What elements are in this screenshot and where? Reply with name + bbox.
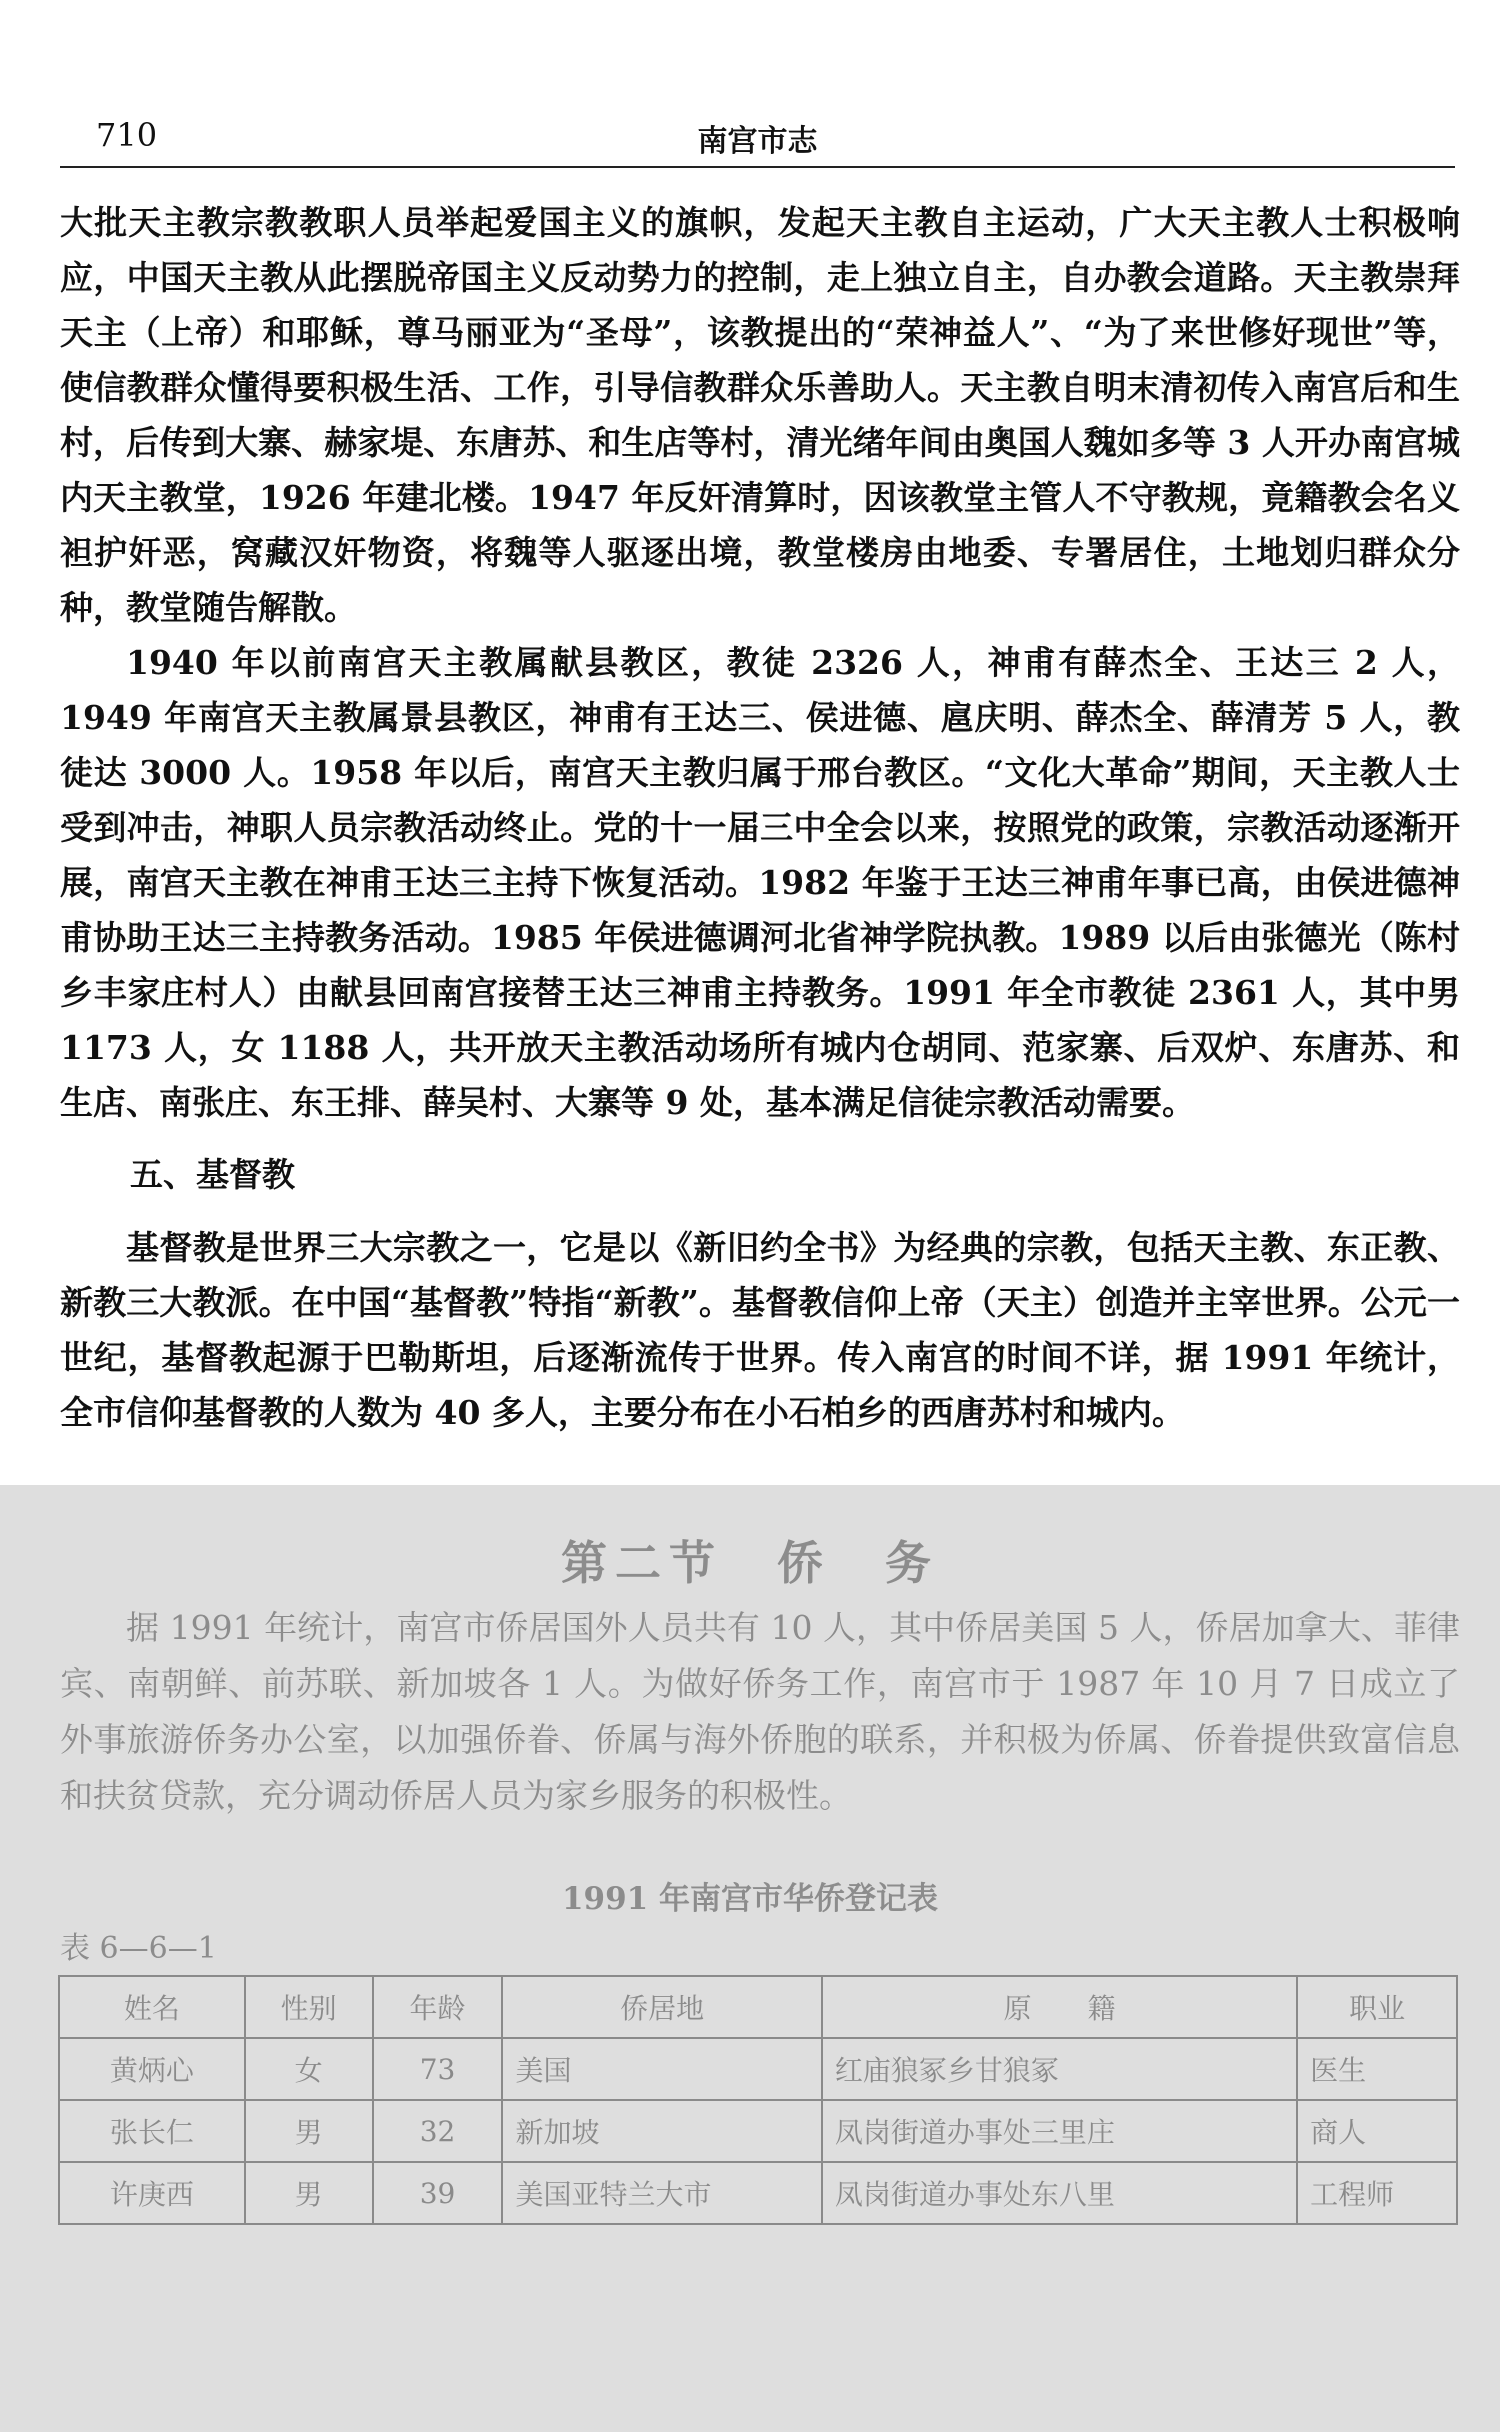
cell-name: 张长仁: [59, 2100, 245, 2162]
header-age: 年龄: [373, 1976, 503, 2038]
cell-gender: 女: [245, 2038, 373, 2100]
overseas-registry-table: [58, 1975, 1458, 2225]
header-occupation: 职业: [1297, 1976, 1457, 2038]
cell-occupation: 医生: [1297, 2038, 1457, 2100]
header-origin: 原 籍: [822, 1976, 1297, 2038]
christianity-heading: 五、基督教: [130, 1155, 295, 1194]
overseas-paragraph: 据 1991 年统计，南宫市侨居国外人员共有 10 人，其中侨居美国 5 人，侨居加拿大、菲律宾、南朝鲜、前苏联、新加坡各 1 人。为做好侨务工作，南宫市于 1987 年 10 月 7 日成立了外事旅游侨务办公室，以加强侨眷、侨属与海外侨胞的联系，并积极为侨属、侨眷提供致富信息和扶贫贷款，充分调动侨居人员为家乡服务的积极性。: [60, 1608, 1460, 1815]
table-row: [59, 2162, 1457, 2224]
header-residence: 侨居地: [502, 1976, 821, 2038]
cell-gender: 男: [245, 2162, 373, 2224]
cell-gender: 男: [245, 2100, 373, 2162]
page-header: [60, 108, 1455, 168]
christianity-paragraph: 基督教是世界三大宗教之一，它是以《新旧约全书》为经典的宗教，包括天主教、东正教、新教三大教派。在中国“基督教”特指“新教”。基督教信仰上帝（天主）创造并主宰世界。公元一世纪，基督教起源于巴勒斯坦，后逐渐流传于世界。传入南宫的时间不详，据 1991 年统计，全市信仰基督教的人数为 40 多人，主要分布在小石柏乡的西唐苏村和城内。: [60, 1228, 1460, 1432]
cell-origin: 凤岗街道办事处三里庄: [822, 2100, 1297, 2162]
cell-occupation: 商人: [1297, 2100, 1457, 2162]
cell-occupation: 工程师: [1297, 2162, 1457, 2224]
header-rule: [60, 166, 1455, 168]
cell-residence: 新加坡: [502, 2100, 821, 2162]
catholic-paragraph-2: 1940 年以前南宫天主教属献县教区，教徒 2326 人，神甫有薛杰全、王达三 2 人，1949 年南宫天主教属景县教区，神甫有王达三、侯进德、扈庆明、薛杰全、薛清芳 5 人，教徒达 3000 人。1958 年以后，南宫天主教归属于邢台教区。“文化大革命”期间，天主教人士受到冲击，神职人员宗教活动终止。党的十一届三中全会以来，按照党的政策，宗教活动逐渐开展，南宫天主教在神甫王达三主持下恢复活动。1982 年鉴于王达三神甫年事已高，由侯进德神甫协助王达三主持教务活动。1985 年侯进德调河北省神学院执教。1989 以后由张德光（陈村乡丰家庄村人）由献县回南宫接替王达三神甫主持教务。1991 年全市教徒 2361 人，其中男 1173 人，女 1188 人，共开放天主教活动场所有城内仓胡同、范家寨、后双炉、东唐苏、和生店、南张庄、东王排、薛吴村、大寨等 9 处，基本满足信徒宗教活动需要。: [60, 643, 1460, 1122]
catholic-paragraph-1: 大批天主教宗教教职人员举起爱国主义的旗帜，发起天主教自主运动，广大天主教人士积极响应，中国天主教从此摆脱帝国主义反动势力的控制，走上独立自主，自办教会道路。天主教崇拜天主（上帝）和耶稣，尊马丽亚为“圣母”，该教提出的“荣神益人”、“为了来世修好现世”等，使信教群众懂得要积极生活、工作，引导信教群众乐善助人。天主教自明末清初传入南宫后和生村，后传到大寨、赫家堤、东唐苏、和生店等村，清光绪年间由奥国人魏如多等 3 人开办南宫城内天主教堂，1926 年建北楼。1947 年反奸清算时，因该教堂主管人不守教规，竟籍教会名义袒护奸恶，窝藏汉奸物资，将魏等人驱逐出境，教堂楼房由地委、专署居住，土地划归群众分种，教堂随告解散。: [60, 203, 1460, 627]
cell-age: 39: [373, 2162, 503, 2224]
page-number: 710: [96, 116, 158, 154]
cell-name: 黄炳心: [59, 2038, 245, 2100]
section-title: 第二节 侨 务: [561, 1536, 939, 1590]
table-number: 表 6—6—1: [60, 1931, 217, 1966]
header-gender: 性别: [245, 1976, 373, 2038]
table-row: [59, 2038, 1457, 2100]
header-name: 姓名: [59, 1976, 245, 2038]
cell-origin: 红庙狼冢乡甘狼冢: [822, 2038, 1297, 2100]
main-text: [60, 195, 1460, 1440]
cell-name: 许庚西: [59, 2162, 245, 2224]
cell-age: 73: [373, 2038, 503, 2100]
cell-origin: 凤岗街道办事处东八里: [822, 2162, 1297, 2224]
cell-age: 32: [373, 2100, 503, 2162]
table-header-row: [59, 1976, 1457, 2038]
cell-residence: 美国: [502, 2038, 821, 2100]
table-caption: 1991 年南宫市华侨登记表: [561, 1881, 939, 1917]
table-row: [59, 2100, 1457, 2162]
running-title: 南宫市志: [697, 124, 818, 159]
cell-residence: 美国亚特兰大市: [502, 2162, 821, 2224]
overseas-section: [0, 1485, 1500, 2432]
